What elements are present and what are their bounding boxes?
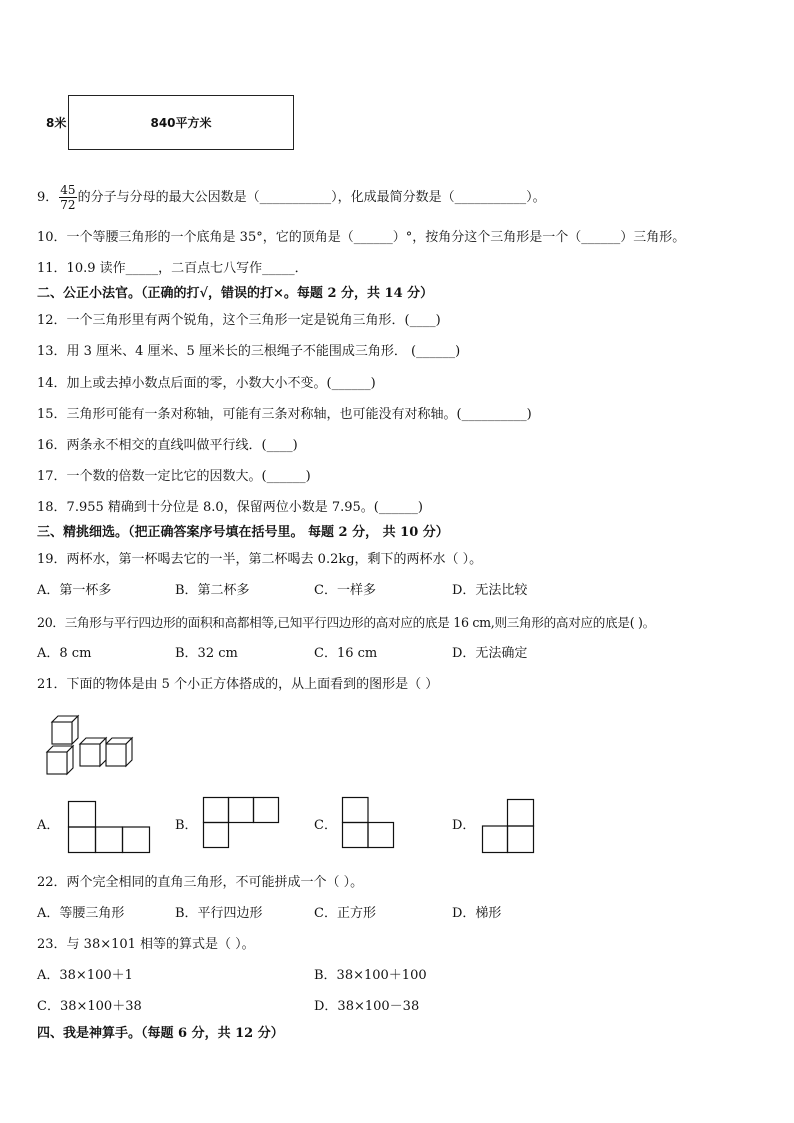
q21-option-a-grid (68, 801, 150, 853)
question-14: 14．加上或去掉小数点后面的零，小数大小不变。(______) (37, 376, 376, 391)
q19-option-c[interactable]: C．一样多 (314, 583, 376, 598)
cube-stack-figure (44, 712, 139, 778)
q21-option-d[interactable]: D． (452, 818, 476, 833)
q19-option-d[interactable]: D．无法比较 (452, 583, 528, 598)
q21-option-b[interactable]: B． (175, 818, 198, 833)
rect-side-label: 8米 (46, 116, 67, 130)
rect-area-label: 840平方米 (150, 116, 212, 130)
q23-option-c[interactable]: C．38×100＋38 (37, 999, 142, 1014)
q21-option-c-grid (342, 797, 394, 849)
question-23: 23．与 38×101 相等的算式是（ ）。 (37, 937, 255, 952)
q22-option-c[interactable]: C．正方形 (314, 906, 376, 921)
q9-fraction (59, 183, 76, 212)
question-15: 15．三角形可能有一条对称轴，可能有三条对称轴，也可能没有对称轴。(__________) (37, 407, 532, 422)
q9-frac-denominator: 72 (60, 198, 76, 212)
question-12: 12．一个三角形里有两个锐角，这个三角形一定是锐角三角形．(____) (37, 313, 441, 328)
q20-option-a[interactable]: A．8 cm (37, 646, 92, 661)
question-9 (37, 183, 546, 212)
q21-option-a[interactable]: A． (37, 818, 60, 833)
q22-option-b[interactable]: B．平行四边形 (175, 906, 263, 921)
section-4-heading: 四、我是神算手。（每题 6 分，共 12 分） (37, 1026, 284, 1041)
question-10: 10．一个等腰三角形的一个底角是 35°，它的顶角是（______）°，按角分这个三角形是一个（______）三角形。 (37, 230, 686, 245)
question-22: 22．两个完全相同的直角三角形，不可能拼成一个（ ）。 (37, 875, 364, 890)
q9-text: 的分子与分母的最大公因数是（___________），化成最简分数是（___________）。 (77, 190, 546, 205)
question-20: 20．三角形与平行四边形的面积和高都相等,已知平行四边形的高对应的底是 16 cm,则三角形的高对应的底是( )。 (37, 615, 655, 630)
q21-option-d-grid (482, 799, 534, 853)
question-17: 17．一个数的倍数一定比它的因数大。(______) (37, 469, 311, 484)
q23-option-b[interactable]: B．38×100＋100 (314, 968, 427, 983)
question-21: 21．下面的物体是由 5 个小正方体搭成的，从上面看到的图形是（ ） (37, 677, 439, 692)
section-2-heading: 二、公正小法官。（正确的打√，错误的打×。每题 2 分，共 14 分） (37, 286, 434, 301)
q9-number: 9． (37, 190, 59, 205)
question-13: 13．用 3 厘米、4 厘米、5 厘米长的三根绳子不能围成三角形． (______) (37, 344, 461, 359)
rectangle-figure (68, 95, 294, 150)
q20-option-b[interactable]: B．32 cm (175, 646, 238, 661)
question-11: 11．10.9 读作_____，二百点七八写作_____． (37, 261, 308, 276)
question-18: 18．7.955 精确到十分位是 8.0，保留两位小数是 7.95。(______) (37, 500, 423, 515)
q9-frac-numerator: 45 (60, 183, 76, 197)
question-16: 16．两条永不相交的直线叫做平行线．(____) (37, 438, 298, 453)
section-3-heading: 三、精挑细选。（把正确答案序号填在括号里。 每题 2 分， 共 10 分） (37, 525, 449, 540)
q19-option-b[interactable]: B．第二杯多 (175, 583, 250, 598)
q21-option-c[interactable]: C． (314, 818, 337, 833)
q21-option-b-grid (203, 797, 279, 849)
q22-option-a[interactable]: A．等腰三角形 (37, 906, 125, 921)
q19-option-a[interactable]: A．第一杯多 (37, 583, 112, 598)
question-19: 19．两杯水，第一杯喝去它的一半，第二杯喝去 0.2kg，剩下的两杯水（ ）。 (37, 552, 483, 567)
q23-option-a[interactable]: A．38×100＋1 (37, 968, 133, 983)
q20-option-c[interactable]: C．16 cm (314, 646, 378, 661)
q22-option-d[interactable]: D．梯形 (452, 906, 502, 921)
q23-option-d[interactable]: D．38×100－38 (314, 999, 420, 1014)
q20-option-d[interactable]: D．无法确定 (452, 646, 528, 661)
